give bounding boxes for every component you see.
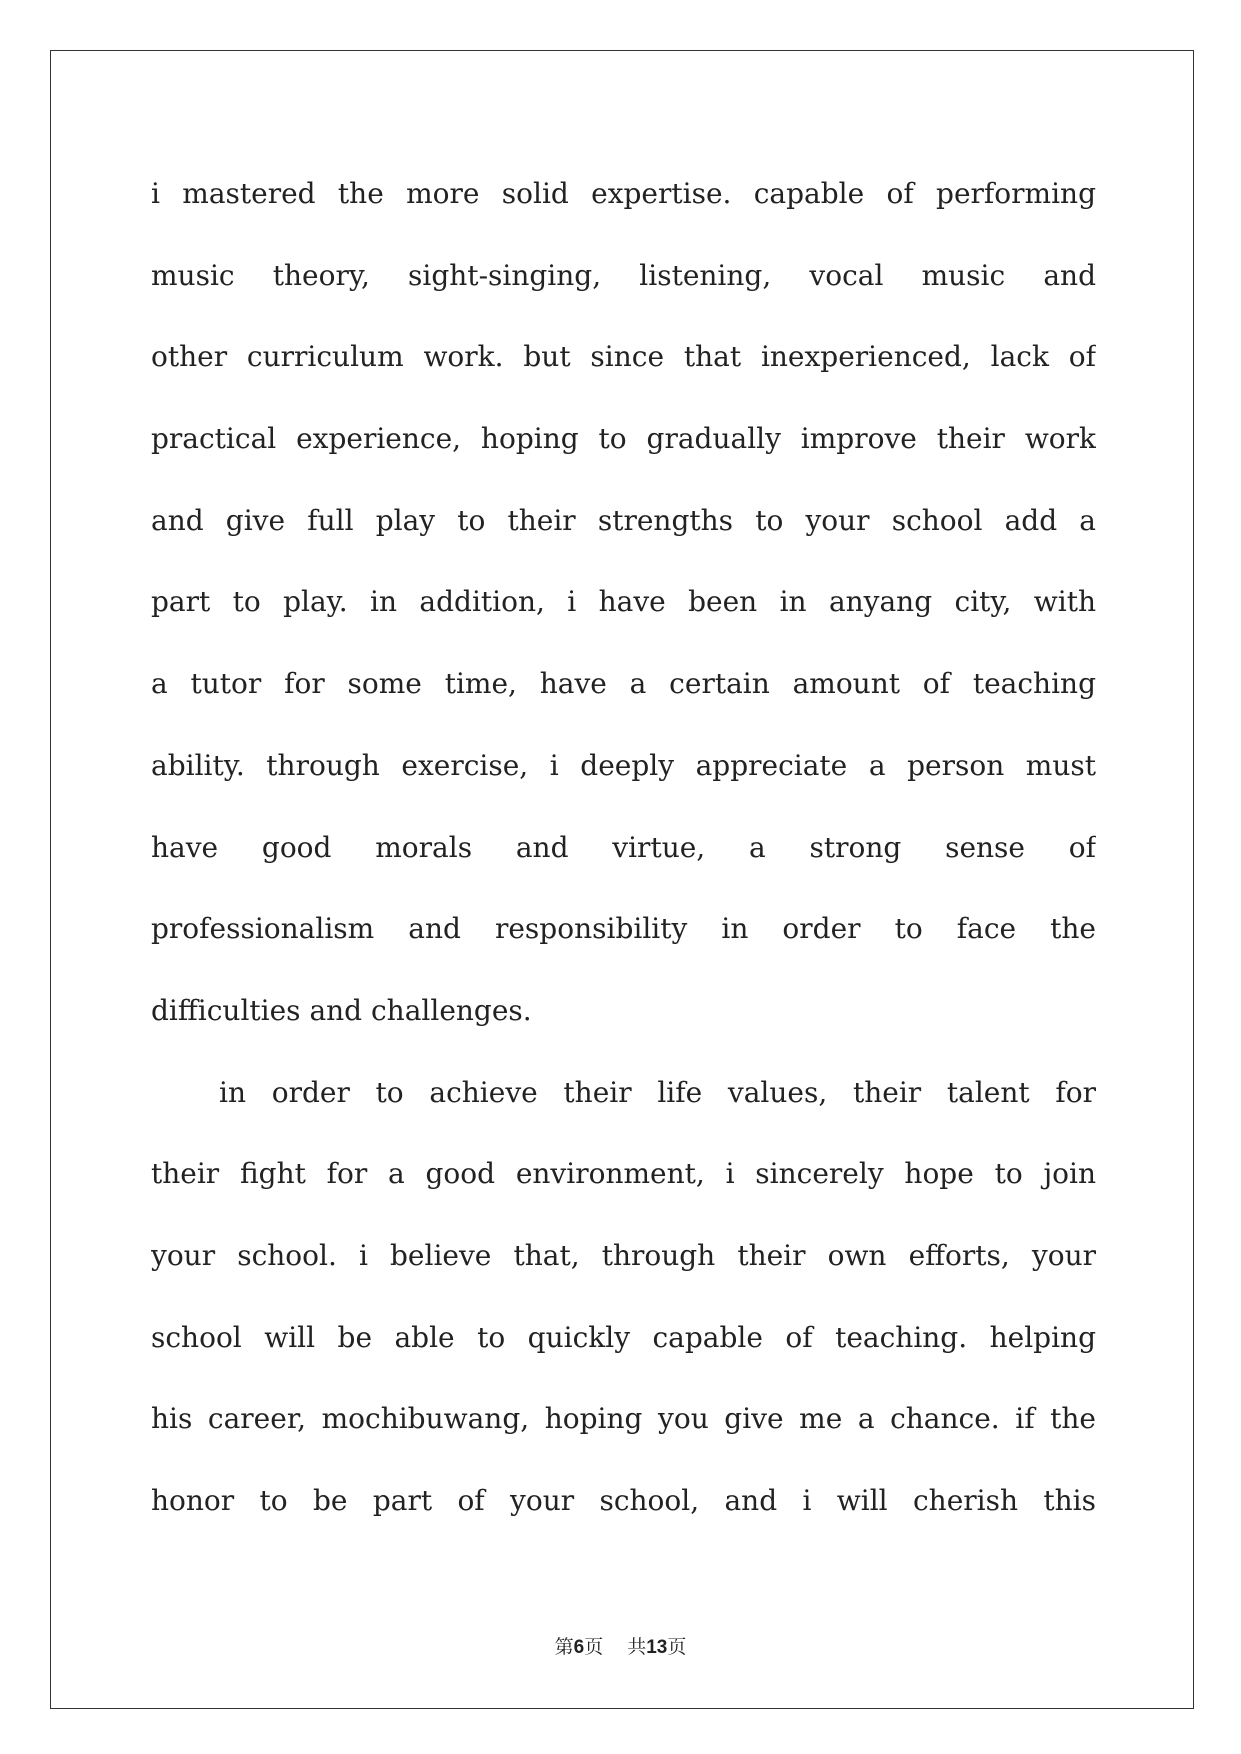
paragraph-2 bbox=[151, 1052, 1096, 1542]
text-line: honor to be part of your school, and i will cherish this bbox=[151, 1484, 1096, 1517]
text-line: their fight for a good environment, i sincerely hope to join bbox=[151, 1157, 1096, 1191]
text-line: part to play. in addition, i have been in anyang city, with bbox=[151, 585, 1096, 619]
paragraph-1 bbox=[151, 153, 1096, 1052]
text-line: other curriculum work. but since that inexperienced, lack of bbox=[151, 340, 1096, 374]
page-footer bbox=[0, 1632, 1241, 1659]
text-line: a tutor for some time, have a certain amount of teaching bbox=[151, 667, 1096, 701]
total-prefix: 共 bbox=[627, 1636, 647, 1658]
total-pages: 13 bbox=[646, 1637, 668, 1658]
text-line: and give full play to their strengths to your school add a bbox=[151, 503, 1096, 537]
text-line: professionalism and responsibility in order to face the bbox=[151, 912, 1096, 946]
text-line: his career, mochibuwang, hoping you give me a chance. if the bbox=[151, 1402, 1096, 1436]
text-line: practical experience, hoping to gradually improve their work bbox=[151, 422, 1096, 456]
text-line: i mastered the more solid expertise. capable of performing bbox=[151, 177, 1096, 210]
text-line: have good morals and virtue, a strong sense of bbox=[151, 830, 1096, 864]
text-line: your school. i believe that, through their own efforts, your bbox=[151, 1238, 1096, 1272]
page-number: 6 bbox=[573, 1637, 585, 1658]
total-suffix: 页 bbox=[667, 1636, 687, 1658]
text-line: music theory, sight-singing, listening, vocal music and bbox=[151, 258, 1096, 292]
document-body bbox=[151, 153, 1096, 1542]
page-suffix: 页 bbox=[584, 1636, 604, 1658]
text-line: in order to achieve their life values, their talent for bbox=[219, 1075, 1096, 1109]
text-line: school will be able to quickly capable of teaching. helping bbox=[151, 1320, 1096, 1354]
text-line: ability. through exercise, i deeply appreciate a person must bbox=[151, 748, 1096, 782]
page-prefix: 第 bbox=[554, 1636, 574, 1658]
text-line: difficulties and challenges. bbox=[151, 993, 532, 1027]
